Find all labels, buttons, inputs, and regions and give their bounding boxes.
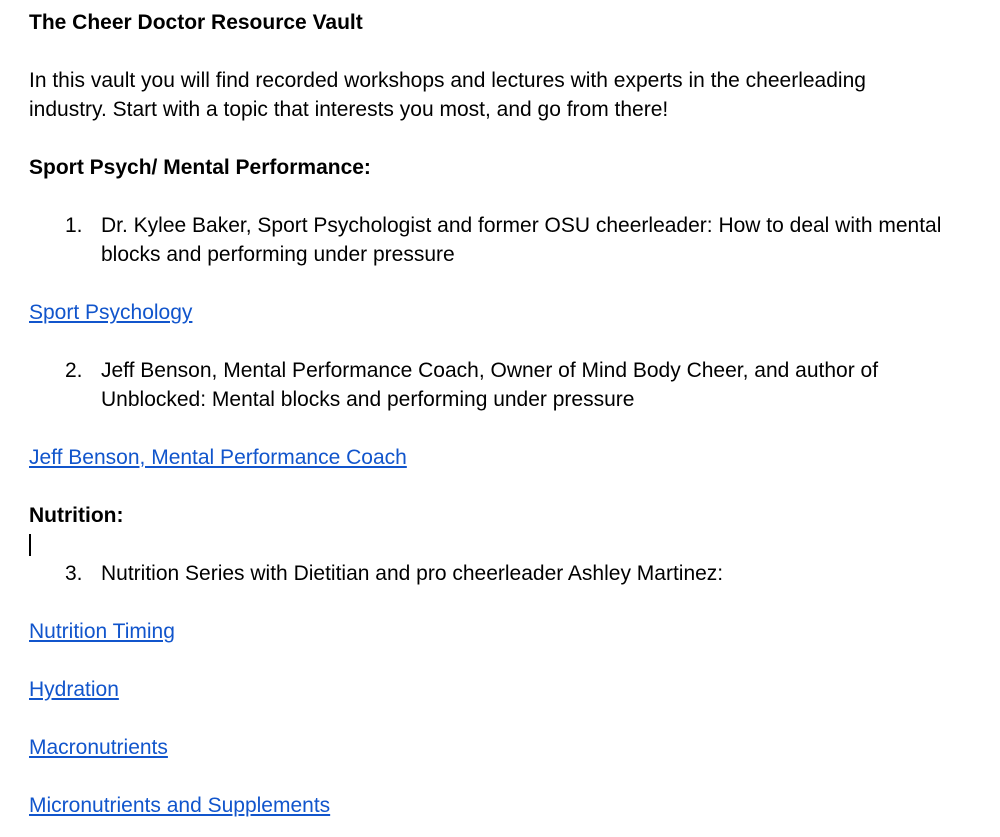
text-cursor-line[interactable] <box>29 530 969 559</box>
hydration-link[interactable]: Hydration <box>29 678 119 701</box>
jeff-benson-link[interactable]: Jeff Benson, Mental Performance Coach <box>29 446 407 469</box>
spacer <box>29 646 969 675</box>
list-item-text: Jeff Benson, Mental Performance Coach, Owner of Mind Body Cheer, and author of Unblocked: Mental blocks and performing under pressure <box>101 359 879 411</box>
spacer <box>29 414 969 443</box>
section-heading-sport-psych: Sport Psych/ Mental Performance: <box>29 156 371 179</box>
list-item <box>65 559 945 588</box>
list-item <box>65 211 945 269</box>
spacer <box>29 124 969 153</box>
list-item-text: Dr. Kylee Baker, Sport Psychologist and former OSU cheerleader: How to deal with mental blocks and performing under pressure <box>101 214 942 266</box>
nutrition-timing-link[interactable]: Nutrition Timing <box>29 620 175 643</box>
document-body <box>29 8 969 820</box>
list-item-text: Nutrition Series with Dietitian and pro cheerleader Ashley Martinez: <box>101 562 724 585</box>
intro-paragraph: In this vault you will find recorded workshops and lectures with experts in the cheerleading industry. Start with a topic that interests you most, and go from there! <box>29 69 866 121</box>
document-title: The Cheer Doctor Resource Vault <box>29 11 363 34</box>
text-cursor <box>29 534 31 556</box>
macronutrients-link[interactable]: Macronutrients <box>29 736 168 759</box>
section-heading-nutrition: Nutrition: <box>29 504 124 527</box>
list-number: 1. <box>65 214 83 237</box>
list-item <box>65 356 945 414</box>
list-number: 3. <box>65 562 83 585</box>
micronutrients-link[interactable]: Micronutrients and Supplements <box>29 794 331 817</box>
spacer <box>29 588 969 617</box>
spacer <box>29 182 969 211</box>
spacer <box>29 327 969 356</box>
spacer <box>29 37 969 66</box>
spacer <box>29 472 969 501</box>
spacer <box>29 762 969 791</box>
spacer <box>29 269 969 298</box>
list-number: 2. <box>65 359 83 382</box>
sport-psychology-link[interactable]: Sport Psychology <box>29 301 193 324</box>
spacer <box>29 704 969 733</box>
